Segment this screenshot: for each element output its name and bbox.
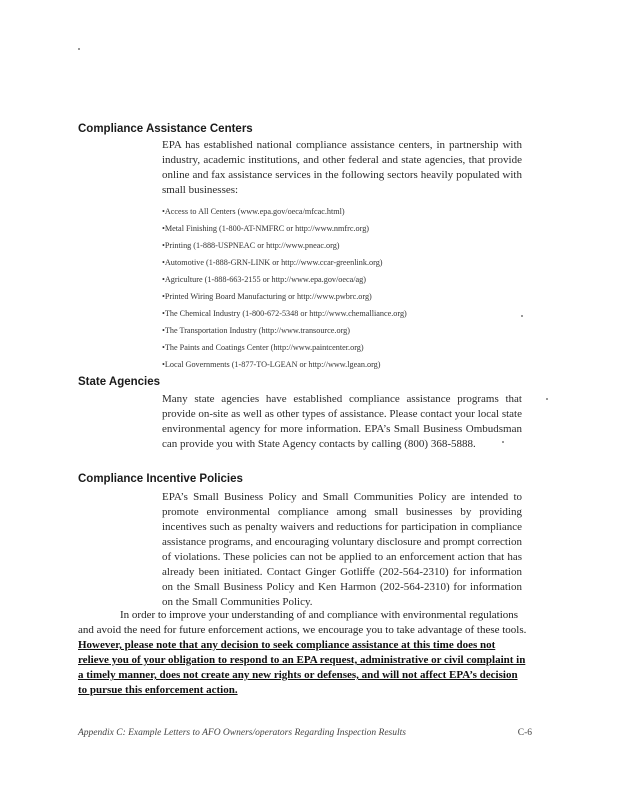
list-item: •Access to All Centers (www.epa.gov/oeca/mfcac.html) xyxy=(162,207,345,216)
list-item: •The Transportation Industry (http://www.transource.org) xyxy=(162,326,350,335)
assistance-centers-list xyxy=(162,203,407,373)
closing-paragraph xyxy=(78,608,528,698)
closing-emphasis: However, please note that any decision to seek compliance assistance at this time does not relieve you of your obligation to respond to an EPA request, administrative or civil complaint in a timely manner, does not create any new rights or defenses, and will not affect EPA’s decision to pursue this enforcement action. xyxy=(78,639,526,696)
section-heading-state-agencies: State Agencies xyxy=(78,376,161,388)
footer-title: Appendix C: Example Letters to AFO Owners/operators Regarding Inspection Results xyxy=(78,728,406,738)
list-item: •Printing (1-888-USPNEAC or http://www.pneac.org) xyxy=(162,241,340,250)
list-item: •Metal Finishing (1-800-AT-NMFRC or http://www.nmfrc.org) xyxy=(162,224,370,233)
page-number: C-6 xyxy=(517,728,532,738)
list-item: •Printed Wiring Board Manufacturing or http://www.pwbrc.org) xyxy=(162,292,372,301)
list-item: •The Paints and Coatings Center (http://www.paintcenter.org) xyxy=(162,343,364,352)
scan-speck xyxy=(546,398,548,400)
list-item: •The Chemical Industry (1-800-672-5348 or http://www.chemalliance.org) xyxy=(162,309,407,318)
list-item: •Automotive (1-888-GRN-LINK or http://www.ccar-greenlink.org) xyxy=(162,258,383,267)
list-item: •Local Governments (1-877-TO-LGEAN or http://www.lgean.org) xyxy=(162,360,381,369)
section-body-compliance-assistance-centers: EPA has established national compliance assistance centers, in partnership with industry, academic institutions, and other federal and state agencies, that provide online and fax assistance services in the following sectors heavily populated with small businesses: xyxy=(162,139,522,196)
section-heading-compliance-assistance-centers: Compliance Assistance Centers xyxy=(78,123,253,135)
section-body-compliance-incentive-policies: EPA’s Small Business Policy and Small Communities Policy are intended to promote environmental compliance among small businesses by providing incentives such as penalty waivers and reductions for participation in compliance assistance programs, and encouraging voluntary disclosure and prompt correction of violations. These policies can not be applied to an enforcement action that has already been initiated. Contact Ginger Gotliffe (202-564-2310) for information on the Small Business Policy and Ken Harmon (202-564-2310) for information on the Small Communities Policy. xyxy=(162,491,522,608)
list-item: •Agriculture (1-888-663-2155 or http://www.epa.gov/oeca/ag) xyxy=(162,275,367,284)
scan-speck xyxy=(78,48,80,50)
scan-speck xyxy=(521,315,523,317)
section-body-state-agencies: Many state agencies have established compliance assistance programs that provide on-site as well as other types of assistance. Please contact your local state environmental agency for more information. EPA’s Small Business Ombudsman can provide you with State Agency contacts by calling (800) 368-5888. xyxy=(162,393,522,450)
section-heading-compliance-incentive-policies: Compliance Incentive Policies xyxy=(78,473,243,485)
closing-intro: In order to improve your understanding of and compliance with environmental regulations and avoid the need for future enforcement actions, we encourage you to take advantage of these tools. xyxy=(78,609,527,636)
page-footer xyxy=(78,728,532,738)
